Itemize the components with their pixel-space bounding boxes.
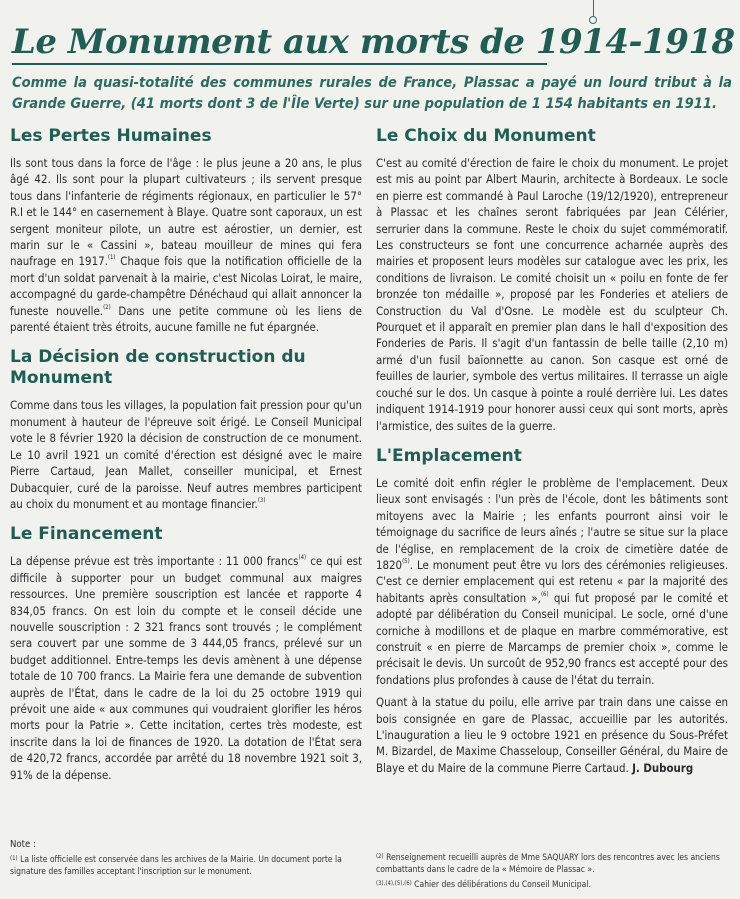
note-2-ref: (2) <box>376 853 384 860</box>
text-pertes-a: Ils sont tous dans la force de l'âge : le plus jeune a 20 ans, le plus âgé 42. Ils sont pour la plupart cultivateurs ; ils servent presque tous dans l'infanterie de régiments régionaux, en particulier le 57° R.I et le 144° en casernement à Blaye. Quatre sont caporaux, un est sergent moniteur pilote, un autre est aérostier, un dernier, est marin sur le « Cassini », bateau mouilleur de mines qui fera naufrage en 1917. <box>10 156 362 269</box>
text-inauguration <box>376 694 728 776</box>
page-title: Le Monument aux morts de 1914-1918 <box>12 22 735 62</box>
section-pertes <box>10 126 362 335</box>
note-3-ref: (3),(4),(5),(6) <box>376 880 412 887</box>
section-decision <box>10 347 362 512</box>
text-pertes <box>10 155 362 335</box>
footnote-ref-3: (3) <box>257 496 266 504</box>
footnote-ref-6: (6) <box>540 590 549 598</box>
note-2 <box>376 852 728 876</box>
footnote-ref-4: (4) <box>298 554 307 562</box>
text-emplacement-b: . Le monument peut être vu lors des cérémonies religieuses. C'est ce dernier emplacement qui est retenu « par la majorité des habitants après consultation », <box>376 557 728 605</box>
title-underline <box>12 63 547 65</box>
note-1-text: La liste officielle est conservée dans les archives de la Mairie. Un document porte la signature des familles acceptant l'inscription sur le monument. <box>10 855 342 877</box>
footnote-ref-2: (2) <box>103 303 111 311</box>
note-3 <box>376 879 728 891</box>
text-decision-a: Comme dans tous les villages, la population fait pression pour qu'un monument à hauteur de l'épreuve soit érigé. Le Conseil Municipal vote le 8 février 1920 la décision de construction de ce monument. Le 10 avril 1921 un comité d'érection est désigné avec le maire Pierre Cartaud, Jean Mallet, conseiller municipal, et Ernest Dubacquier, curé de la paroisse. Neuf autres membres participent au choix du monument et au montage financier. <box>10 398 362 511</box>
text-pertes-c: Dans une petite commune où les liens de parenté étaient très étroits, aucune famille ne fut épargnée. <box>10 303 362 335</box>
author-signature: J. Dubourg <box>632 760 694 775</box>
note-3-text: Cahier des délibérations du Conseil Municipal. <box>414 880 591 890</box>
text-emplacement <box>376 475 728 688</box>
notes-title: Note : <box>10 839 36 850</box>
right-column <box>376 126 728 788</box>
text-emplacement-a: Le comité doit enfin régler le problème de l'emplacement. Deux lieux sont envisagés : l'un près de l'école, dont les bâtiments sont mitoyens avec la Mairie ; les enfants pourront ainsi voir le témoignage du sacrifice de leurs aînés ; l'autre se situe sur la place de l'église, en remplacement de la croix de cimetière datée de 1820 <box>376 475 728 572</box>
text-decision <box>10 397 362 512</box>
notes-right <box>376 852 728 894</box>
left-column <box>10 126 362 795</box>
text-inauguration-body: Quant à la statue du poilu, elle arrive par train dans une caisse en bois consignée en gare de Plassac, accueillie par les autorités. L'inauguration a lieu le 9 octobre 1921 en présence du Sous-Préfet M. Bizardel, de Maxime Chasseloup, Conseiller Général, du Maire de Blaye et du Maire de la commune Pierre Cartaud. <box>376 695 728 775</box>
heading-decision: La Décision de construction du Monument <box>10 347 306 389</box>
footnote-ref-5: (5) <box>402 557 410 565</box>
note-2-text: Renseignement recueilli auprès de Mme SAQUARY lors des rencontres avec les anciens combattants dans le cadre de la « Mémoire de Plassac ». <box>376 853 720 875</box>
text-financement-a: La dépense prévue est très importante : 11 000 francs <box>10 554 299 569</box>
heading-financement: Le Financement <box>10 524 163 545</box>
text-financement-b: ce qui est difficile à supporter pour un budget communal aux maigres ressources. Une première souscription est lancée et rapporte 4 834,05 francs. On est loin du compte et le conseil décide une nouvelle souscription : 2 321 francs sont trouvés ; le complément sera couvert par une somme de 3 444,05 francs, prélevé sur un budget additionnel. Entre-temps les devis amènent à une dépense totale de 10 700 francs. La Mairie fera une demande de subvention auprès de l'État, dans le cadre de la loi du 25 octobre 1919 qui prévoit une aide « aux communes qui voudraient glorifier les héros morts pour la Patrie ». Cette incitation, certes très modeste, est inscrite dans la loi de finances de 1920. La dotation de l'État sera de 420,72 francs, accordée par arrêté du 18 novembre 1921 soit 3, 91% de la dépense. <box>10 554 362 782</box>
note-1 <box>10 854 362 878</box>
heading-emplacement: L'Emplacement <box>376 445 522 466</box>
text-pertes-b: Chaque fois que la notification officielle de la mort d'un soldat parvenait à la mairie, c'est Nicolas Loirat, le maire, accompagné du garde-champêtre Dénéchaud qui allait annoncer la funeste nouvelle. <box>10 254 362 318</box>
footnote-ref-1: (1) <box>107 254 116 262</box>
text-emplacement-c: qui fut proposé par le comité et adopté par délibération du Conseil municipal. Le socle, orné d'une corniche à modillons et de plaque en marbre commémorative, est construit « en pierre de Marcamps de premier choix », comme le précisait le devis. Un surcoût de 952,90 francs est accepté pour des fondations plus profondes à cause de l'état du terrain. <box>376 590 728 687</box>
section-financement <box>10 524 362 783</box>
heading-choix: Le Choix du Monument <box>376 126 596 146</box>
notes-left <box>10 838 362 881</box>
section-emplacement <box>376 446 728 776</box>
text-choix: C'est au comité d'érection de faire le choix du monument. Le projet est mis au point par Albert Maurin, architecte à Bordeaux. Le socle en pierre est commandé à Paul Laroche (19/12/1920), entrepreneur à Plassac et les chaînes seront fabriquées par Jean Célérier, serrurier dans la commune. Reste le choix du sujet commémoratif. Les constructeurs se font une concurrence acharnée auprès des mairies et proposent leurs modèles sur catalogue avec les prix, les conditions de livraison. Le comité choisit un « poilu en fonte de fer bronzée ton médaille », proposé par les Fonderies et ateliers de Construction du Val d'Osne. Le modèle est du sculpteur Ch. Pourquet et il apparaît en premier plan dans le hall d'exposition des Fonderies de Paris. Il s'agit d'un fantassin de belle taille (2,10 m) armé d'un fusil baïonnette au canon. Son casque est orné de feuilles de laurier, symbole des vertus militaires. Il terrasse un aigle couché sur le dos. Un casque à pointe a roulé derrière lui. Les dates indiquent 1914-1919 pour honorer aussi ceux qui sont morts, après l'armistice, des suites de la guerre. <box>376 156 728 433</box>
section-choix <box>376 126 728 434</box>
note-1-ref: (1) <box>10 855 18 862</box>
heading-pertes: Les Pertes Humaines <box>10 126 212 146</box>
text-financement <box>10 553 362 783</box>
page-subtitle: Comme la quasi-totalité des communes rurales de France, Plassac a payé un lourd tribut à la Grande Guerre, (41 morts dont 3 de l'Île Verte) sur une population de 1 154 habitants en 1911. <box>12 74 732 112</box>
